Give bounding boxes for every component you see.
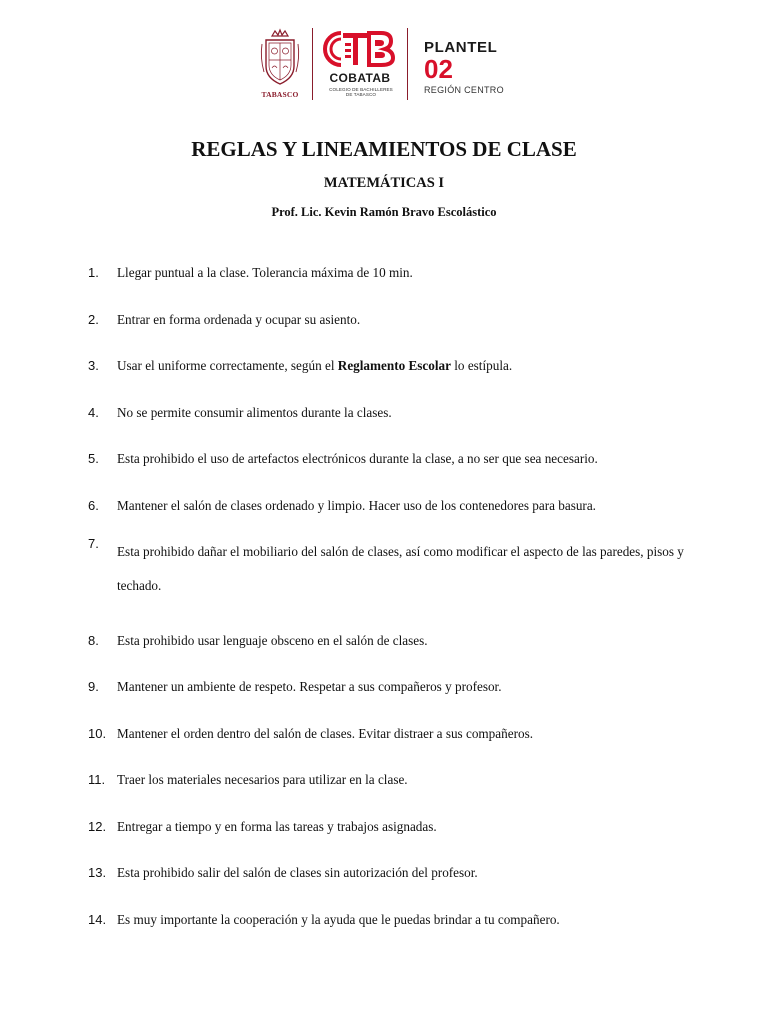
rule-text: Entrar en forma ordenada y ocupar su asiento.	[117, 311, 361, 327]
rule-number: 12.	[88, 818, 107, 834]
rule-number: 10.	[88, 725, 107, 741]
rule-number: 3.	[88, 358, 99, 373]
rule-text: No se permite consumir alimentos durante la clases.	[117, 404, 392, 420]
rule-text: Esta prohibido usar lenguaje obsceno en el salón de clases.	[117, 632, 428, 648]
rule-text: Mantener el salón de clases ordenado y limpio. Hacer uso de los contenedores para basura.	[117, 497, 596, 513]
document-subject: MATEMÁTICAS I	[323, 175, 445, 191]
rule-number: 1.	[88, 265, 99, 280]
rule-item	[0, 771, 768, 789]
tabasco-label: TABASCO	[261, 90, 299, 99]
cobatab-emblem-icon	[323, 29, 397, 69]
rule-item	[0, 864, 768, 882]
rule-number: 6.	[88, 497, 99, 513]
rule-item	[0, 404, 768, 422]
tabasco-seal-icon	[258, 28, 302, 90]
rule-text: Entregar a tiempo y en forma las tareas y trabajos asignadas.	[117, 818, 437, 834]
plantel-number: 02	[424, 54, 453, 84]
rule-text: Mantener un ambiente de respeto. Respetar a sus compañeros y profesor.	[117, 679, 502, 694]
plantel-badge	[424, 40, 524, 95]
rule-text: Es muy importante la cooperación y la ayuda que le puedas brindar a tu compañero.	[117, 911, 560, 927]
rule-number: 4.	[88, 404, 99, 420]
cobatab-name: COBATAB	[329, 71, 391, 85]
rules-list	[0, 264, 768, 957]
rule-item	[0, 818, 768, 836]
rule-item	[0, 535, 768, 603]
rule-item	[0, 264, 768, 282]
rule-number: 14.	[88, 911, 107, 927]
rule-number: 13.	[88, 865, 107, 880]
rule-item	[0, 725, 768, 743]
rule-number: 2.	[88, 311, 99, 327]
rule-text: Esta prohibido el uso de artefactos electrónicos durante la clase, a no ser que sea necesario.	[117, 451, 598, 466]
rule-number: 11.	[88, 772, 106, 787]
page-header	[258, 26, 518, 102]
rule-text-part: Usar el uniforme correctamente, según el	[117, 358, 338, 373]
plantel-label: PLANTEL	[424, 39, 498, 56]
cobatab-logo	[318, 29, 402, 101]
rule-text: Traer los materiales necesarios para utilizar en la clase.	[117, 772, 408, 787]
rule-text	[117, 357, 717, 375]
rule-number: 9.	[88, 679, 99, 694]
rule-text: Mantener el orden dentro del salón de clases. Evitar distraer a sus compañeros.	[117, 725, 533, 741]
document-title: REGLAS Y LINEAMIENTOS DE CLASE	[191, 137, 577, 161]
rule-item	[0, 450, 768, 468]
header-divider	[312, 28, 313, 100]
rule-item	[0, 357, 768, 375]
rule-text-bold: Reglamento Escolar	[337, 358, 451, 373]
cobatab-subtitle: COLEGIO DE BACHILLERES DE TABASCO	[329, 87, 393, 98]
rule-item	[0, 311, 768, 329]
rule-number: 8.	[88, 632, 99, 648]
rule-item	[0, 632, 768, 650]
rule-text: Esta prohibido dañar el mobiliario del salón de clases, así como modificar el aspecto de las paredes, pisos y techado.	[117, 544, 684, 593]
rule-text: Llegar puntual a la clase. Tolerancia máxima de 10 min.	[117, 265, 413, 280]
rule-item	[0, 911, 768, 929]
document-professor: Prof. Lic. Kevin Ramón Bravo Escolástico	[271, 205, 497, 219]
rule-text-part: lo estípula.	[450, 358, 513, 373]
header-divider	[407, 28, 408, 100]
rule-item	[0, 678, 768, 696]
rule-text: Esta prohibido salir del salón de clases sin autorización del profesor.	[117, 865, 478, 880]
rule-number: 7.	[88, 536, 99, 551]
rule-number: 5.	[88, 451, 99, 466]
plantel-region: REGIÓN CENTRO	[424, 85, 504, 95]
rule-item	[0, 497, 768, 515]
